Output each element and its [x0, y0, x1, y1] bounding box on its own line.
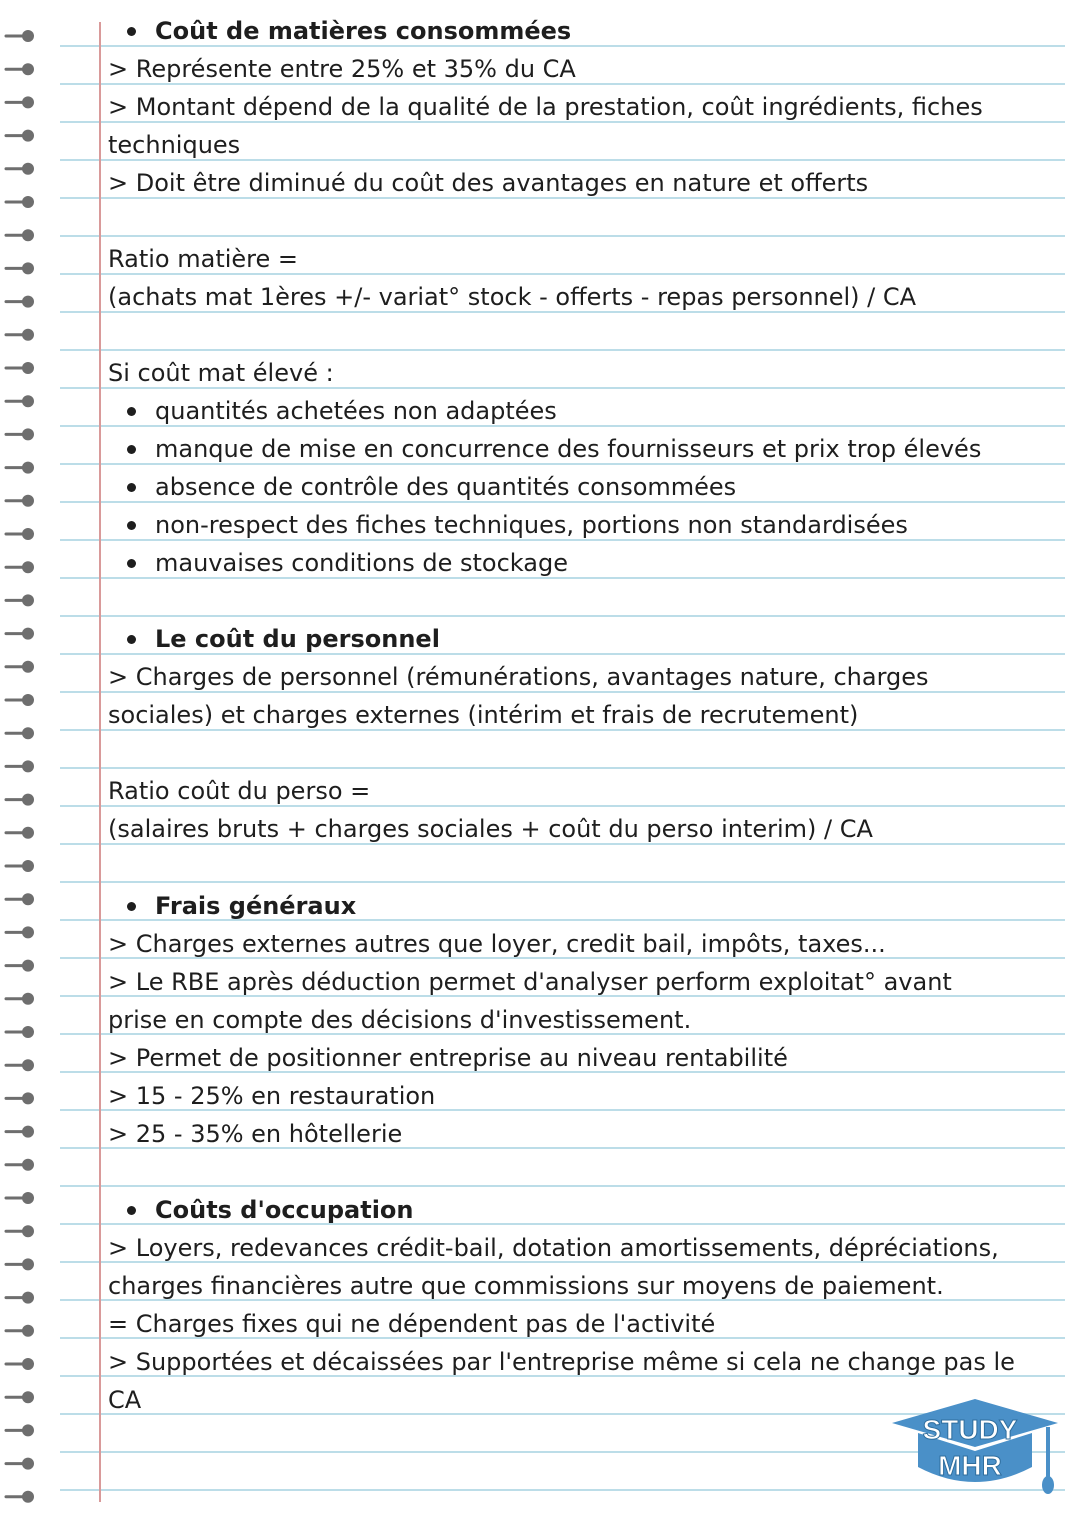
- note-line: > Supportées et décaissées par l'entreprise même si cela ne change pas le: [108, 1348, 1015, 1376]
- logo-text-study: STUDY: [922, 1414, 1018, 1445]
- formula-label: Ratio coût du perso =: [108, 777, 371, 805]
- note-line: > 25 - 35% en hôtellerie: [108, 1120, 403, 1148]
- note-line: Si coût mat élevé :: [108, 359, 334, 387]
- note-line: > Charges externes autres que loyer, credit bail, impôts, taxes...: [108, 930, 886, 958]
- note-line: > Représente entre 25% et 35% du CA: [108, 55, 576, 83]
- section-heading: Coûts d'occupation: [155, 1191, 1055, 1229]
- logo-text-mhr: MHR: [938, 1450, 1002, 1481]
- list-item: mauvaises conditions de stockage: [155, 544, 1055, 582]
- note-line: prise en compte des décisions d'investissement.: [108, 1006, 692, 1034]
- list-item: quantités achetées non adaptées: [155, 392, 1055, 430]
- list-item: absence de contrôle des quantités consommées: [155, 468, 1055, 506]
- note-line: techniques: [108, 131, 241, 159]
- note-line: > 15 - 25% en restauration: [108, 1082, 436, 1110]
- list-item: manque de mise en concurrence des fournisseurs et prix trop élevés: [155, 430, 1055, 468]
- note-line: charges financières autre que commissions sur moyens de paiement.: [108, 1272, 944, 1300]
- section-heading: Coût de matières consommées: [155, 12, 1055, 50]
- study-mhr-logo: [890, 1397, 1060, 1497]
- note-line: > Le RBE après déduction permet d'analyser perform exploitat° avant: [108, 968, 952, 996]
- note-line: > Doit être diminué du coût des avantages en nature et offerts: [108, 169, 869, 197]
- note-line: > Montant dépend de la qualité de la prestation, coût ingrédients, fiches: [108, 93, 983, 121]
- tassel-icon: [1042, 1476, 1054, 1494]
- note-line: CA: [108, 1386, 142, 1414]
- formula: (salaires bruts + charges sociales + coût du perso interim) / CA: [108, 815, 873, 843]
- note-line: sociales) et charges externes (intérim et frais de recrutement): [108, 701, 859, 729]
- formula-label: Ratio matière =: [108, 245, 299, 273]
- note-line: > Permet de positionner entreprise au niveau rentabilité: [108, 1044, 788, 1072]
- section-heading: Le coût du personnel: [155, 620, 1055, 658]
- section-heading: Frais généraux: [155, 887, 1055, 925]
- list-item: non-respect des fiches techniques, portions non standardisées: [155, 506, 1055, 544]
- note-line: = Charges fixes qui ne dépendent pas de l'activité: [108, 1310, 716, 1338]
- note-line: > Loyers, redevances crédit-bail, dotation amortissements, dépréciations,: [108, 1234, 999, 1262]
- note-line: > Charges de personnel (rémunérations, avantages nature, charges: [108, 663, 929, 691]
- formula: (achats mat 1ères +/- variat° stock - offerts - repas personnel) / CA: [108, 283, 917, 311]
